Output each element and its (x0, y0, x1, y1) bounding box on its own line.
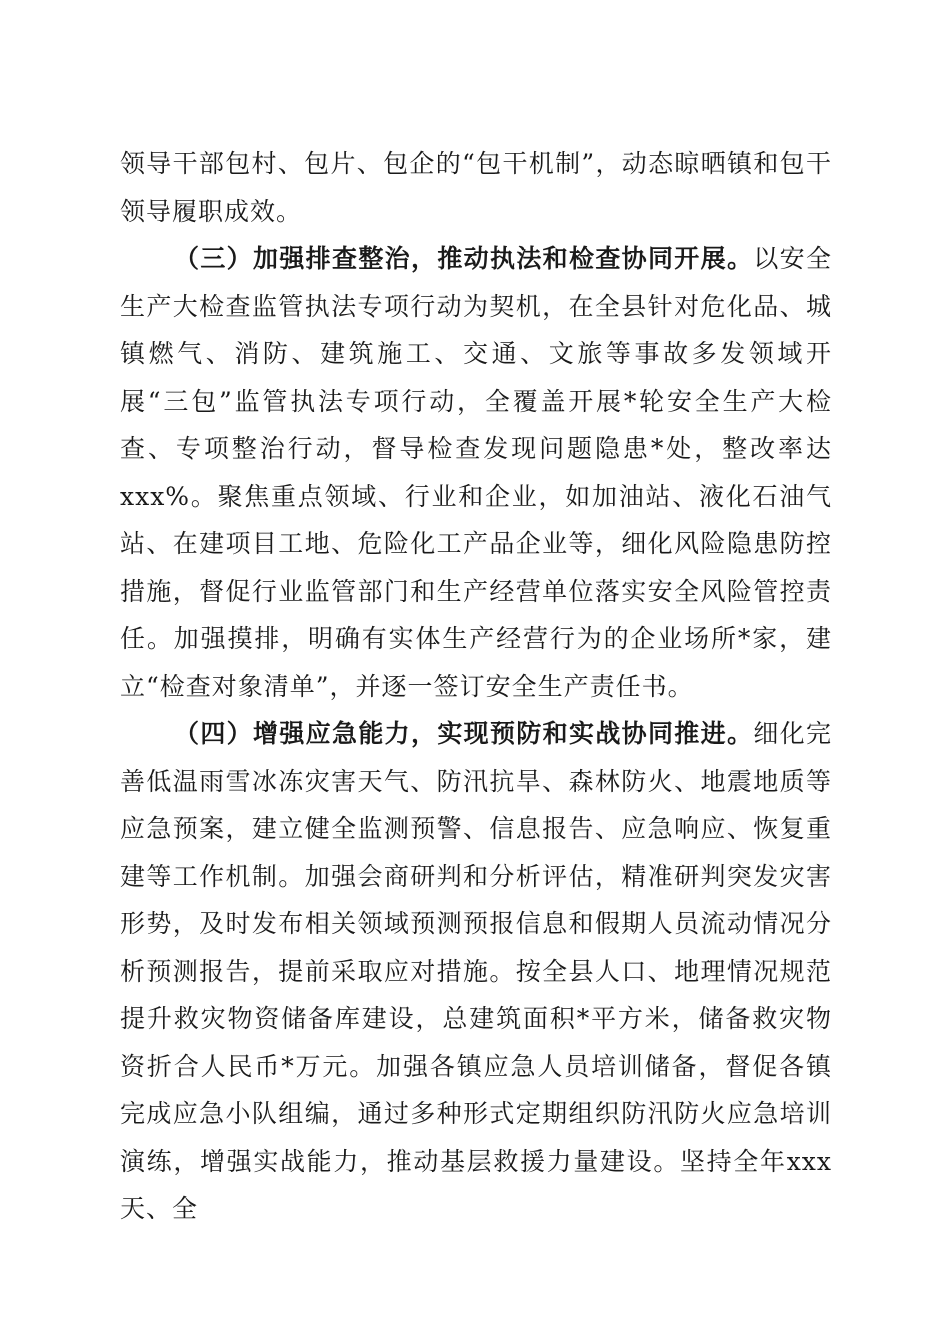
section-heading: （三）加强排查整治，推动执法和检查协同开展。 (174, 244, 754, 273)
paragraph-section-3 (120, 235, 832, 710)
document-body (120, 140, 832, 1233)
paragraph-text: 细化完善低温雨雪冰冻灾害天气、防汛抗旱、森林防火、地震地质等应急预案，建立健全监测预警、信息报告、应急响应、恢复重建等工作机制。加强会商研判和分析评估，精准研判突发灾害形势，及时发布相关领域预测预报信息和假期人员流动情况分析预测报告，提前采取应对措施。按全县人口、地理情况规范提升救灾物资储备库建设，总建筑面积*平方米，储备救灾物资折合人民币*万元。加强各镇应急人员培训储备，督促各镇完成应急小队组编，通过多种形式定期组织防汛防火应急培训演练，增强实战能力，推动基层救援力量建设。坚持全年xxx天、全 (120, 719, 832, 1223)
paragraph-text: 领导干部包村、包片、包企的“包干机制”，动态晾晒镇和包干领导履职成效。 (120, 149, 832, 226)
paragraph-continuation (120, 140, 832, 235)
paragraph-text: 以安全生产大检查监管执法专项行动为契机，在全县针对危化品、城镇燃气、消防、建筑施工、交通、文旅等事故多发领域开展“三包”监管执法专项行动，全覆盖开展*轮安全生产大检查、专项整治行动，督导检查发现问题隐患*处，整改率达xxx%。聚焦重点领域、行业和企业，如加油站、液化石油气站、在建项目工地、危险化工产品企业等，细化风险隐患防控措施，督促行业监管部门和生产经营单位落实安全风险管控责任。加强摸排，明确有实体生产经营行为的企业场所*家，建立“检查对象清单”，并逐一签订安全生产责任书。 (120, 244, 832, 701)
section-heading: （四）增强应急能力，实现预防和实战协同推进。 (174, 719, 754, 748)
paragraph-section-4 (120, 710, 832, 1233)
